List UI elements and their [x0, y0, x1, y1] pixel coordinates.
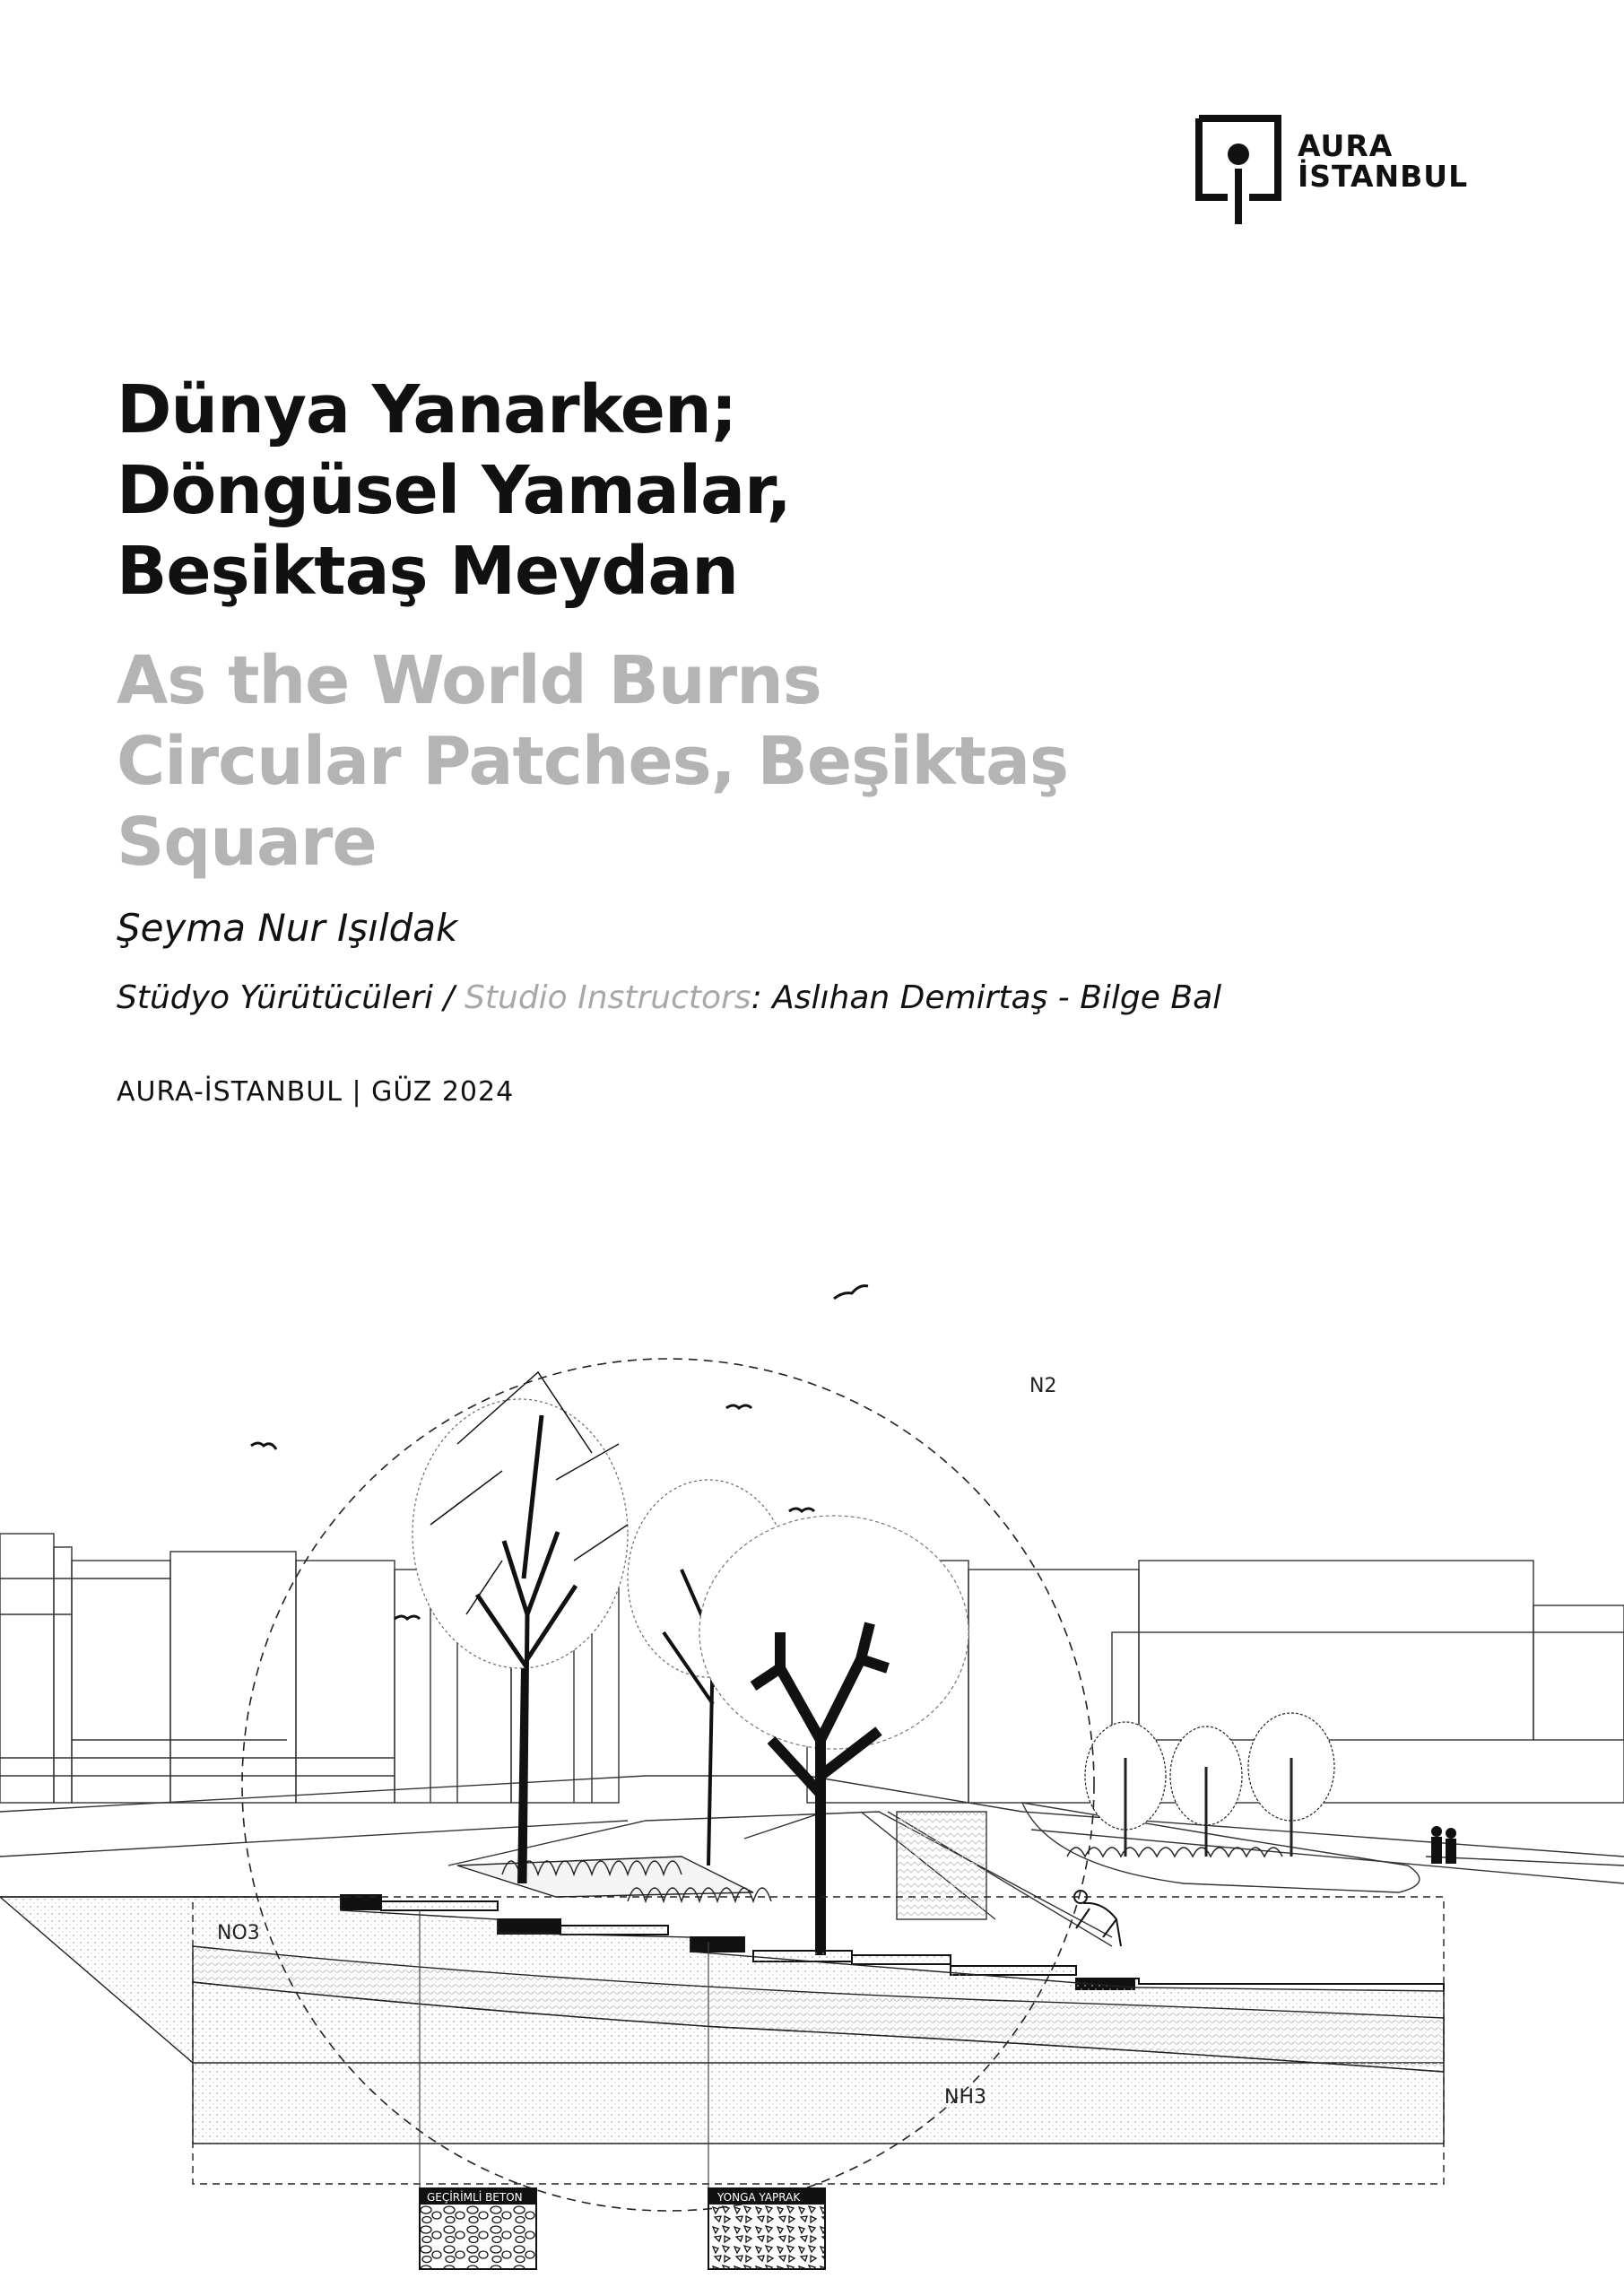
- title-turkish: [117, 370, 1372, 612]
- tree-large-left: [413, 1372, 628, 1883]
- logo-line-2: İSTANBUL: [1298, 159, 1469, 194]
- instructors-names: : Aslıhan Demirtaş - Bilge Bal: [751, 979, 1222, 1016]
- title-english: [117, 640, 1372, 883]
- author-name: Şeyma Nur Işıldak: [117, 906, 458, 950]
- aura-logo-mark-icon: [1195, 115, 1281, 226]
- aura-istanbul-logo: [1195, 115, 1518, 226]
- logo-wordmark: [1298, 128, 1469, 194]
- title-en-line-3: Square: [117, 804, 377, 881]
- trees-right-row: [1085, 1713, 1334, 1857]
- title-tr-line-1: Dünya Yanarken;: [117, 371, 737, 448]
- label-nh3: NH3: [944, 2086, 986, 2109]
- people-silhouettes: [1431, 1826, 1456, 1864]
- instructors-label-en: Studio Instructors: [465, 979, 751, 1016]
- title-en-line-2: Circular Patches, Beşiktaş: [117, 723, 1069, 800]
- instructors-label-tr: Stüdyo Yürütücüleri /: [117, 979, 455, 1016]
- title-tr-line-3: Beşiktaş Meydan: [117, 533, 738, 610]
- planted-beds: [457, 1812, 1282, 1919]
- logo-line-1: AURA: [1298, 128, 1394, 163]
- landscape-section-drawing: [0, 1238, 1624, 2296]
- swatch-label-leaf-chips: YONGA YAPRAK: [717, 2191, 801, 2204]
- swatch-label-permeable-concrete: GEÇİRİMLİ BETON: [427, 2191, 523, 2204]
- studio-instructors: [117, 979, 1221, 1016]
- label-no3: NO3: [217, 1922, 260, 1944]
- swatch-permeable-concrete: [420, 2188, 536, 2269]
- program-term: AURA-İSTANBUL | GÜZ 2024: [117, 1076, 515, 1108]
- swatch-leaf-chips: [708, 2188, 825, 2269]
- title-en-line-1: As the World Burns: [117, 642, 821, 719]
- section-drawing-svg: [0, 1238, 1624, 2296]
- label-n2: N2: [1029, 1375, 1057, 1397]
- title-tr-line-2: Döngüsel Yamalar,: [117, 452, 791, 529]
